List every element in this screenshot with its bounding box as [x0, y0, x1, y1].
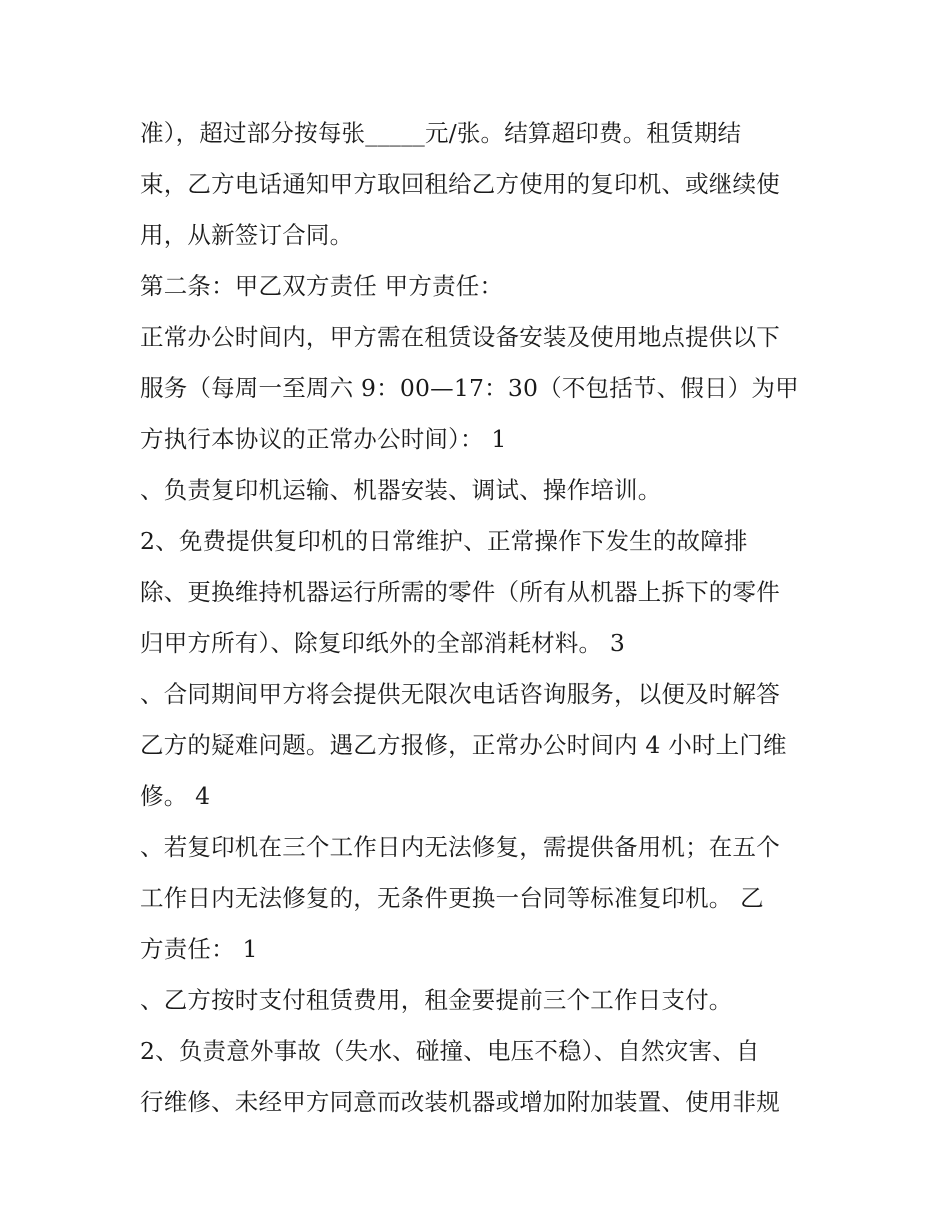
- text-line: 用，从新签订合同。: [140, 221, 354, 249]
- text-line: 方责任： 1: [140, 935, 258, 963]
- text-line: 服务（每周一至周六 9：00—17：30（不包括节、假日）为甲: [140, 374, 799, 402]
- text-line: 方执行本协议的正常办公时间）： 1: [140, 425, 507, 453]
- text-line: 正常办公时间内，甲方需在租赁设备安装及使用地点提供以下: [140, 323, 780, 351]
- text-line: 修。 4: [140, 782, 211, 810]
- text-line: 、负责复印机运输、机器安装、调试、操作培训。: [140, 476, 662, 504]
- document-body: [140, 108, 830, 1128]
- text-line: 2、负责意外事故（失水、碰撞、电压不稳）、自然灾害、自: [140, 1037, 760, 1065]
- text-line: 、乙方按时支付租赁费用，租金要提前三个工作日支付。: [140, 986, 733, 1014]
- text-line: 、合同期间甲方将会提供无限次电话咨询服务，以便及时解答: [140, 680, 780, 708]
- text-line: 、若复印机在三个工作日内无法修复，需提供备用机；在五个: [140, 833, 780, 861]
- text-line: 2、免费提供复印机的日常维护、正常操作下发生的故障排: [140, 527, 748, 555]
- text-line: 工作日内无法修复的，无条件更换一台同等标准复印机。 乙: [140, 884, 764, 912]
- text-line: 乙方的疑难问题。遇乙方报修，正常办公时间内 4 小时上门维: [140, 731, 787, 759]
- text-line: 束，乙方电话通知甲方取回租给乙方使用的复印机、或继续使: [140, 170, 780, 198]
- text-line: 归甲方所有）、除复印纸外的全部消耗材料。 3: [140, 629, 626, 657]
- section-heading: 第二条：甲乙双方责任 甲方责任：: [140, 272, 504, 300]
- text-line: 准），超过部分按每张_____元/张。结算超印费。租赁期结: [140, 119, 742, 147]
- text-line: 行维修、未经甲方同意而改装机器或增加附加装置、使用非规: [140, 1088, 780, 1116]
- text-line: 除、更换维持机器运行所需的零件（所有从机器上拆下的零件: [140, 578, 780, 606]
